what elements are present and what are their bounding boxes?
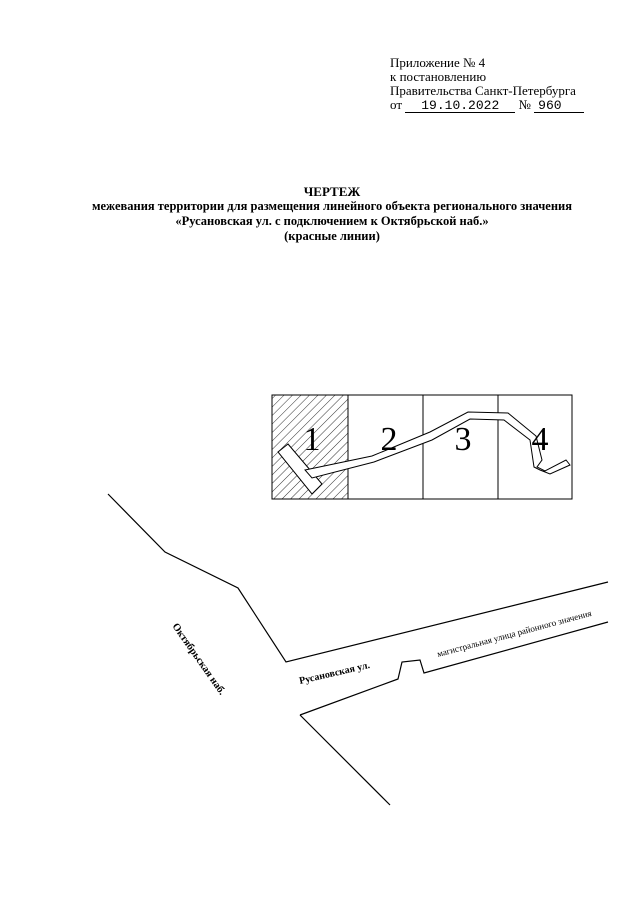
- title-line-1: межевания территории для размещения линейного объекта регионального значения: [91, 199, 573, 213]
- sheet-label-2: 2: [380, 421, 398, 458]
- title-line-3: (красные линии): [284, 229, 380, 243]
- title-line-2: «Русановская ул. с подключением к Октябрьской наб.»: [175, 214, 489, 228]
- appendix-line-3: Правительства Санкт-Петербурга: [390, 83, 576, 98]
- appendix-line-2: к постановлению: [390, 69, 487, 84]
- drawing-heading: ЧЕРТЕЖ: [303, 184, 361, 199]
- date-prefix: от: [390, 97, 403, 112]
- decree-number: 960: [534, 99, 584, 113]
- sheet-index-map: [272, 395, 572, 499]
- sheet-label-1: 1: [303, 421, 321, 458]
- embankment-label: Октябрьская наб.: [169, 621, 228, 698]
- appendix-line-1: Приложение № 4: [390, 55, 486, 70]
- red-line-embankment-south: [300, 715, 390, 805]
- street-class-label: магистральная улица районного значения: [435, 607, 593, 659]
- number-prefix: №: [518, 97, 531, 112]
- red-lines-drawing: [108, 494, 608, 805]
- decree-date: 19.10.2022: [405, 99, 515, 113]
- street-label: Русановская ул.: [298, 659, 372, 687]
- sheet-label-4: 4: [531, 421, 549, 458]
- sheet-label-3: 3: [454, 421, 472, 458]
